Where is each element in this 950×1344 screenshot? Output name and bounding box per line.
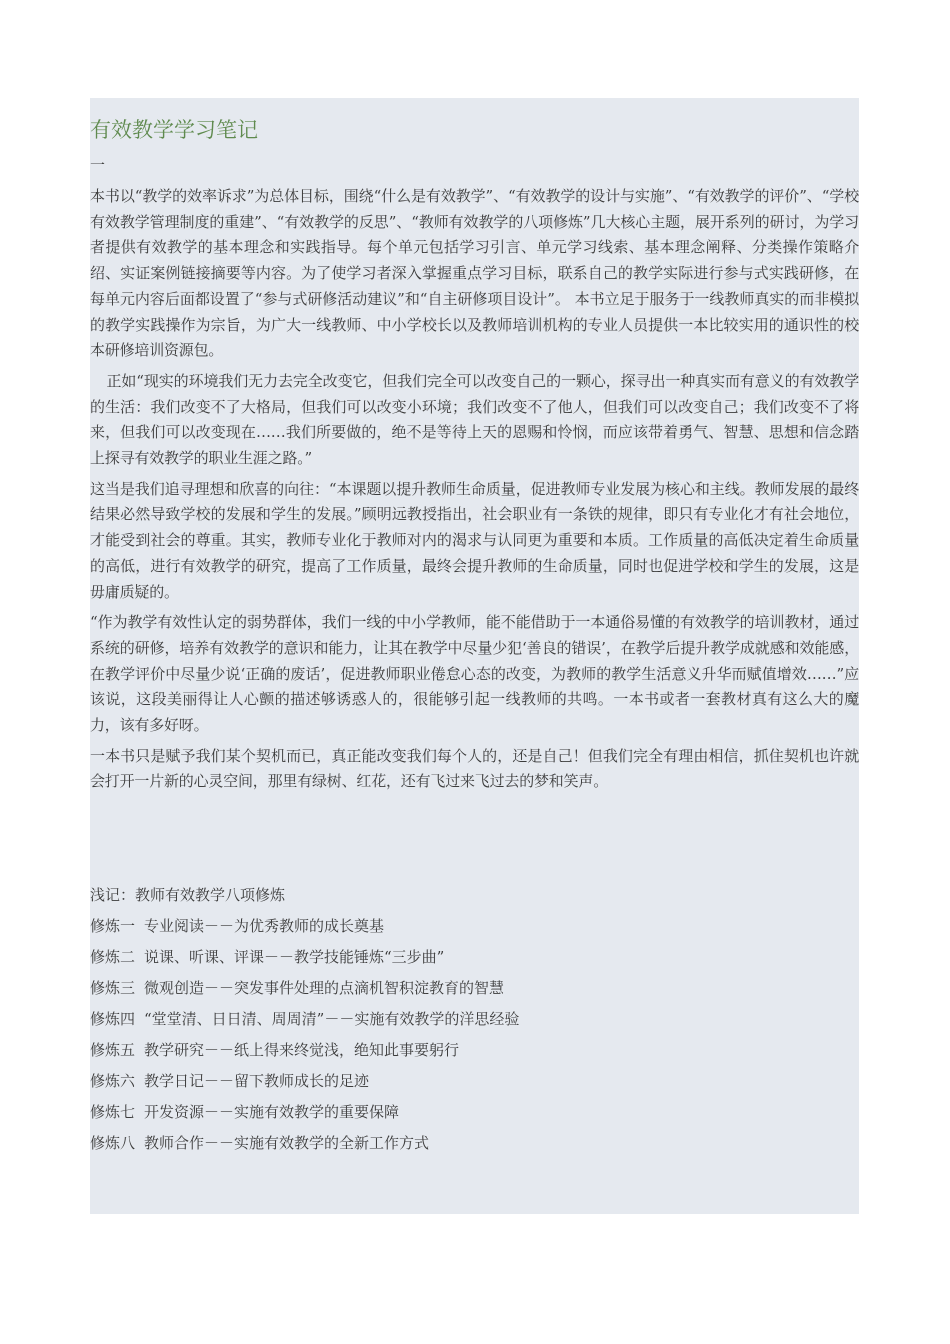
list-item-label: 修炼一 [90,917,136,935]
list-item-text: 专业阅读－－为优秀教师的成长奠基 [144,917,385,935]
list-item-text: 开发资源－－实施有效教学的重要保障 [144,1103,400,1121]
article-body [90,184,859,800]
list-item-text: 教师合作－－实施有效教学的全新工作方式 [144,1134,430,1152]
list-item-text: 教学日记－－留下教师成长的足迹 [144,1072,370,1090]
list-item [90,973,859,1004]
paragraph-professional-growth: 这当是我们追寻理想和欣喜的向往：“本课题以提升教师生命质量，促进教师专业发展为核心和主线。教师发展的最终结果必然导致学校的发展和学生的发展。”顾明远教授指出，社会职业有一条铁的规律，即只有专业化才有社会地位，才能受到社会的尊重。其实，教师专业化于教师对内的渴求与认同更为重要和本质。工作质量的高低决定着生命质量的高低，进行有效教学的研究，提高了工作质量，最终会提升教师的生命质量，同时也促进学校和学生的发展，这是毋庸质疑的。 [90,479,859,601]
list-item [90,942,859,973]
list-item [90,911,859,942]
list-item [90,1004,859,1035]
list-item-label: 修炼三 [90,979,136,997]
list-item [90,1097,859,1128]
list-item-text: 微观创造－－突发事件处理的点滴机智积淀教育的智慧 [144,979,505,997]
list-item-text: 教学研究－－纸上得来终觉浅，绝知此事要躬行 [144,1041,460,1059]
list-item-text: 说课、听课、评课－－教学技能锤炼“三步曲” [144,948,445,966]
paragraph-conclusion: 一本书只是赋予我们某个契机而已，真正能改变我们每个人的，还是自己！但我们完全有理由相信，抓住契机也许就会打开一片新的心灵空间，那里有绿树、红花，还有飞过来飞过去的梦和笑声。 [90,746,859,791]
list-item-label: 修炼七 [90,1103,136,1121]
paragraph-quote: 正如“现实的环境我们无力去完全改变它，但我们完全可以改变自己的一颗心，探寻出一种真实而有意义的有效教学的生活：我们改变不了大格局，但我们可以改变小环境；我们改变不了他人，但我们可以改变自己；我们改变不了将来，但我们可以改变现在……我们所要做的，绝不是等待上天的恩赐和怜悯，而应该带着勇气、智慧、思想和信念踏上探寻有效教学的职业生涯之路。” [90,371,859,468]
list-item [90,1128,859,1159]
list-item [90,1066,859,1097]
notes-list [90,880,859,1159]
list-item-label: 修炼五 [90,1041,136,1059]
page-title: 有效教学学习笔记 [90,118,258,142]
section-number: 一 [90,156,106,174]
notes-title: 浅记：教师有效教学八项修炼 [90,886,286,904]
list-item-text: “堂堂清、日日清、周周清”－－实施有效教学的洋思经验 [144,1010,520,1028]
list-item-label: 修炼四 [90,1010,136,1028]
paragraph-intro: 本书以“教学的效率诉求”为总体目标，围绕“什么是有效教学”、“有效教学的设计与实施”、“有效教学的评价”、“学校有效教学管理制度的重建”、“有效教学的反思”、“教师有效教学的八项修炼”几大核心主题，展开系列的研讨，为学习者提供有效教学的基本理念和实践指导。每个单元包括学习引言、单元学习线索、基本理念阐释、分类操作策略介绍、实证案例链接摘要等内容。为了使学习者深入掌握重点学习目标，联系自己的教学实际进行参与式实践研修，在每单元内容后面都设置了“参与式研修活动建议”和“自主研修项目设计”。 本书立足于服务于一线教师真实的而非模拟的教学实践操作为宗旨，为广大一线教师、中小学校长以及教师培训机构的专业人员提供一本比较实用的通识性的校本研修培训资源包。 [90,187,859,360]
paragraph-teaching-material: “作为教学有效性认定的弱势群体，我们一线的中小学教师，能不能借助于一本通俗易懂的有效教学的培训教材，通过系统的研修，培养有效教学的意识和能力，让其在教学中尽量少犯‘善良的错误’，在教学后提升教学成就感和效能感，在教学评价中尽量少说‘正确的废话’，促进教师职业倦怠心态的改变，为教师的教学生活意义升华而赋值增效……”应该说，这段美丽得让人心颤的描述够诱惑人的，很能够引起一线教师的共鸣。一本书或者一套教材真有这么大的魔力，该有多好呀。 [90,613,859,735]
list-item [90,1035,859,1066]
list-item-label: 修炼二 [90,948,136,966]
list-item-label: 修炼八 [90,1134,136,1152]
list-item-label: 修炼六 [90,1072,136,1090]
